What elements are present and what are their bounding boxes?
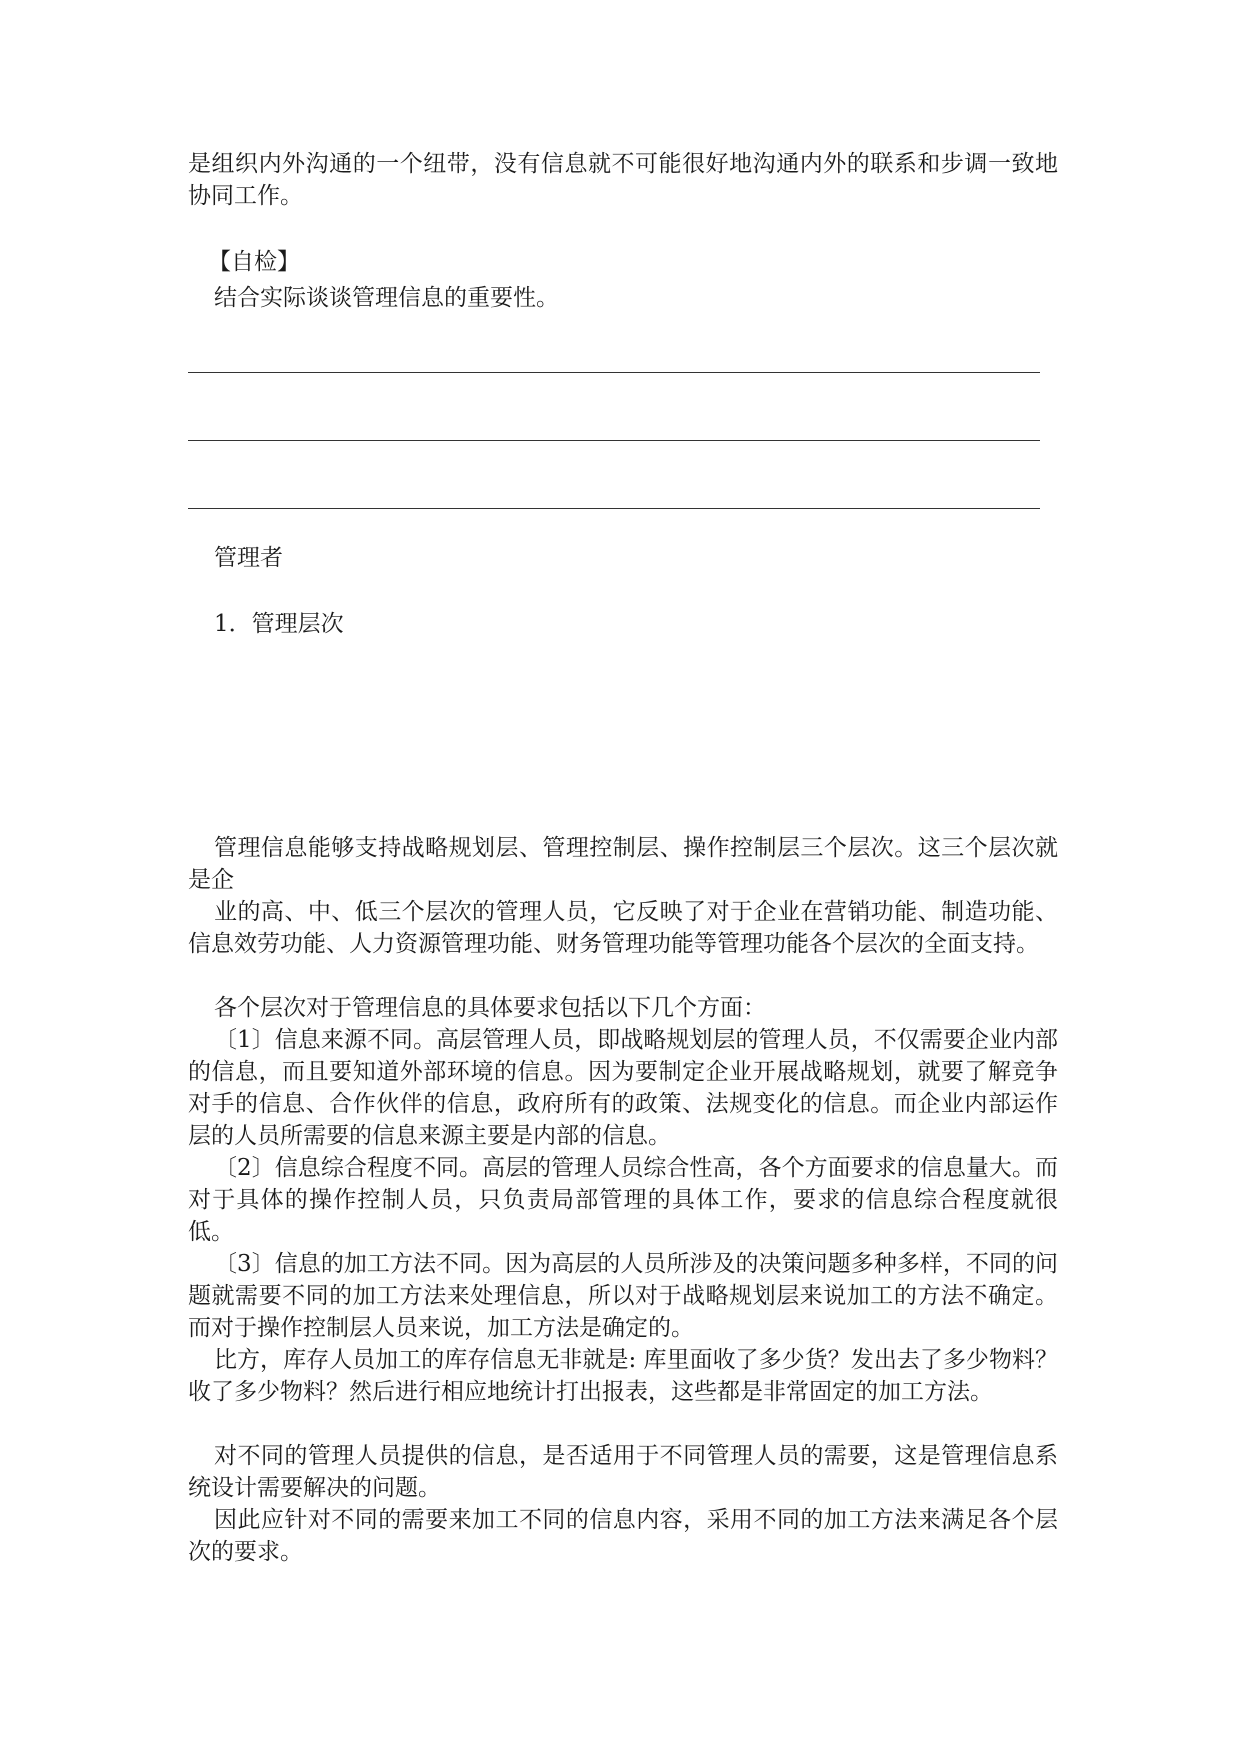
paragraph-7: 比方，库存人员加工的库存信息无非就是: 库里面收了多少货？发出去了多少物料？收了多少物料？然后进行相应地统计打出报表，这些都是非常固定的加工方法。 [188,1347,1058,1405]
paragraph-4: 〔1〕信息来源不同。高层管理人员，即战略规划层的管理人员，不仅需要企业内部的信息，而且要知道外部环境的信息。因为要制定企业开展战略规划，就要了解竞争对手的信息、合作伙伴的信息，政府所有的政策、法规变化的信息。而企业内部运作层的人员所需要的信息来源主要是内部的信息。 [188,1027,1058,1149]
paragraph-2: 业的高、中、低三个层次的管理人员，它反映了对于企业在营销功能、制造功能、信息效劳功能、人力资源管理功能、财务管理功能等管理功能各个层次的全面支持。 [188,899,1058,957]
self-check-question: 结合实际谈谈管理信息的重要性。 [214,285,559,311]
paragraph-1: 管理信息能够支持战略规划层、管理控制层、操作控制层三个层次。这三个层次就是企 [188,835,1058,893]
paragraph-3: 各个层次对于管理信息的具体要求包括以下几个方面： [214,995,766,1021]
paragraph-8: 对不同的管理人员提供的信息，是否适用于不同管理人员的需要，这是管理信息系统设计需要解决的问题。 [188,1443,1058,1501]
paragraph-6: 〔3〕信息的加工方法不同。因为高层的人员所涉及的决策问题多种多样，不同的问题就需要不同的加工方法来处理信息，所以对于战略规划层来说加工的方法不确定。而对于操作控制层人员来说，加工方法是确定的。 [188,1251,1058,1341]
answer-line-1 [188,372,1040,373]
paragraph-9: 因此应针对不同的需要来加工不同的信息内容，采用不同的加工方法来满足各个层次的要求。 [188,1507,1058,1565]
answer-line-3 [188,508,1040,509]
intro-paragraph: 是组织内外沟通的一个纽带，没有信息就不可能很好地沟通内外的联系和步调一致地协同工作。 [188,151,1058,209]
section-title: 管理者 [214,545,283,571]
self-check-label: 【自检】 [208,249,300,275]
answer-line-2 [188,440,1040,441]
paragraph-5: 〔2〕信息综合程度不同。高层的管理人员综合性高，各个方面要求的信息量大。而对于具体的操作控制人员，只负责局部管理的具体工作，要求的信息综合程度就很低。 [188,1155,1058,1245]
subsection-title: 1．管理层次 [214,611,344,637]
